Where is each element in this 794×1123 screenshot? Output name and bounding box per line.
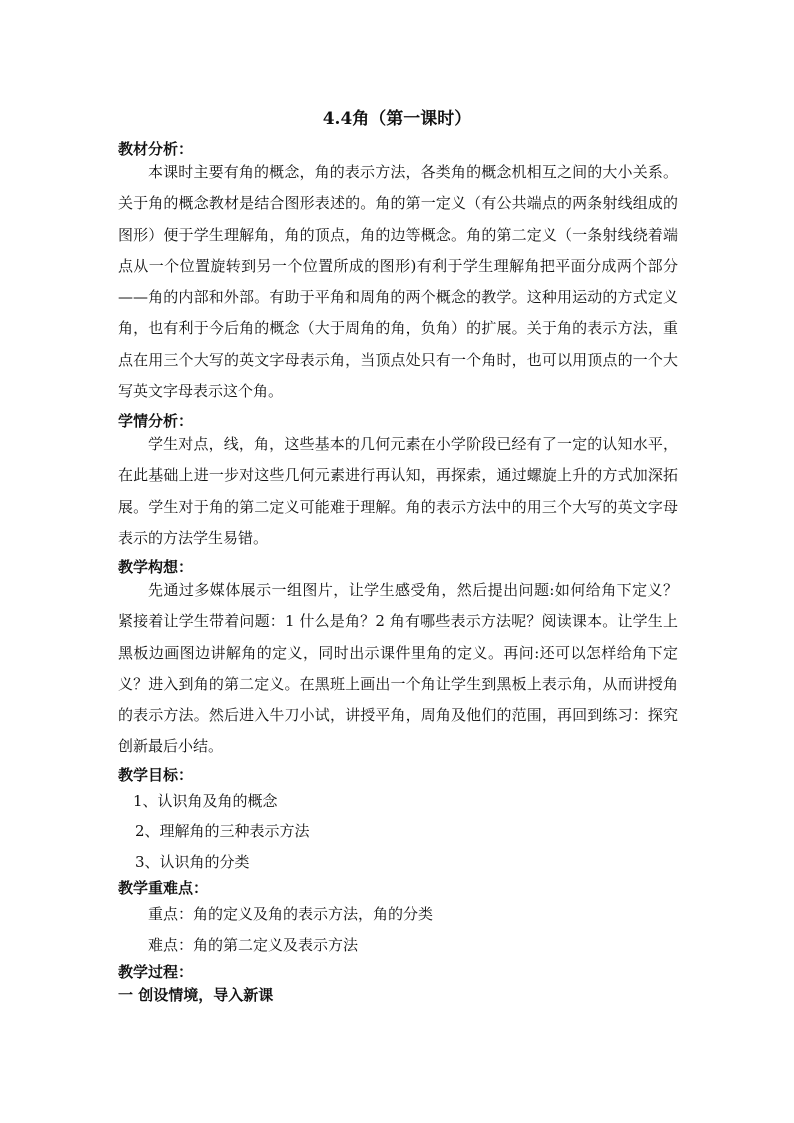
document-title: 4.4角（第一课时）	[322, 109, 472, 129]
heading-teaching-process: 教学过程：	[118, 963, 194, 981]
process-step-1: 一 创设情境，导入新课	[118, 986, 274, 1004]
material-analysis-text: 本课时主要有角的概念，角的表示方法，各类角的概念机相互之间的大小关系。关于角的概念教材是结合图形表述的。角的第一定义（有公共端点的两条射线组成的图形）便于学生理解角，角的顶点，角的边等概念。角的第二定义（一条射线绕着端点从一个位置旋转到另一个位置所成的图形)有利于学生理解角把平面分成两个部分——角的内部和外部。有助于平角和周角的两个概念的教学。这种用运动的方式定义角，也有利于今后角的概念（大于周角的角，负角）的扩展。关于角的表示方法，重点在用三个大写的英文字母表示角，当顶点处只有一个角时，也可以用顶点的一个大写英文字母表示这个角。	[118, 163, 678, 401]
student-analysis-text: 学生对点，线，角，这些基本的几何元素在小学阶段已经有了一定的认知水平，在此基础上进一步对这些几何元素进行再认知，再探索，通过螺旋上升的方式加深拓展。学生对于角的第二定义可能难于理解。角的表示方法中的用三个大写的英文字母表示的方法学生易错。	[118, 435, 678, 547]
heading-teaching-design: 教学构想：	[118, 558, 194, 576]
goal-item-1: 1、认识角及角的概念	[133, 792, 278, 810]
difficult-point-text: 难点：角的第二定义及表示方法	[148, 936, 359, 954]
heading-teaching-goals: 教学目标：	[118, 766, 194, 784]
teaching-design-text: 先通过多媒体展示一组图片，让学生感受角，然后提出问题:如何给角下定义？紧接着让学生带着问题：1 什么是角？2 角有哪些表示方法呢？阅读课本。让学生上黑板边画图边讲解角的定义，同时出示课件里角的定义。再问:还可以怎样给角下定义？进入到角的第二定义。在黑班上画出一个角让学生到黑板上表示角，从而讲授角的表示方法。然后进入牛刀小试，讲授平角，周角及他们的范围，再回到练习：探究创新最后小结。	[118, 581, 678, 756]
heading-material-analysis: 教材分析：	[118, 140, 194, 158]
heading-key-difficult-points: 教学重难点：	[118, 879, 209, 897]
heading-student-analysis: 学情分析：	[118, 412, 194, 430]
goal-item-2: 2、理解角的三种表示方法	[135, 822, 310, 840]
goal-item-3: 3、认识角的分类	[135, 853, 250, 871]
key-point-text: 重点：角的定义及角的表示方法，角的分类	[148, 905, 434, 923]
